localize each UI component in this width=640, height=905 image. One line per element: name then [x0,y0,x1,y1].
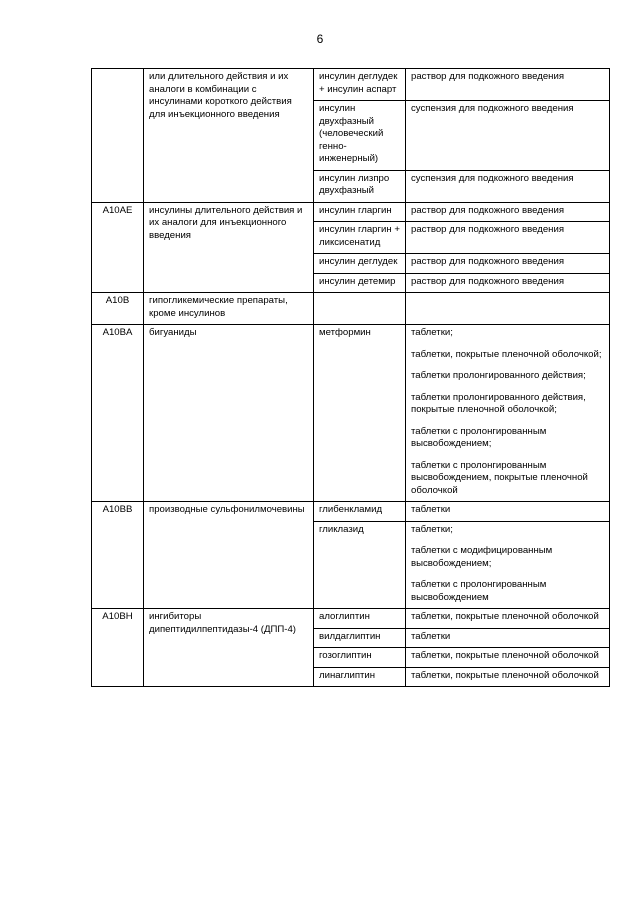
drug-name-cell: алоглиптин [314,609,406,629]
table-row [92,293,610,325]
dosage-form-cell [406,521,610,609]
dosage-form-item: раствор для подкожного введения [411,224,565,235]
dosage-form-cell [406,293,610,325]
dosage-form-item: раствор для подкожного введения [411,275,565,287]
atc-code-cell: A10B [92,293,144,325]
dosage-form-cell [406,325,610,502]
dosage-form-item: раствор для подкожного введения [411,256,565,267]
dosage-form-item: таблетки, покрытые пленочной оболочкой [411,611,599,622]
anatomical-group-cell: бигуаниды [144,325,314,502]
drug-table [91,68,610,687]
dosage-form-cell [406,69,610,101]
dosage-form-item: таблетки; [411,327,453,338]
atc-code-cell [92,69,144,203]
dosage-form-item: суспензия для подкожного введения [411,103,574,114]
drug-name-cell: линаглиптин [314,667,406,687]
drug-name-cell: инсулин деглудек [314,254,406,274]
dosage-form-cell [406,254,610,274]
anatomical-group-cell: инсулины длительного действия и их аналоги для инъекционного введения [144,202,314,293]
anatomical-group-cell: или длительного действия и их аналоги в комбинации с инсулинами короткого действия для инъекционного введения [144,69,314,203]
dosage-form-item: таблетки с модифицированным высвобождением; [411,545,553,569]
drug-name-cell: гликлазид [314,521,406,609]
dosage-form-item: таблетки пролонгированного действия; [411,370,586,381]
anatomical-group-cell: ингибиторы дипептидилпептидазы-4 (ДПП-4) [144,609,314,687]
dosage-form-cell [406,667,610,687]
dosage-form-item: суспензия для подкожного введения [411,172,574,184]
dosage-form-item: таблетки с пролонгированным высвобождением, покрытые пленочной оболочкой [411,459,588,496]
table-row [92,609,610,629]
drug-name-cell: метформин [314,325,406,502]
dosage-form-item: таблетки пролонгированного действия, покрытые пленочной оболочкой; [411,391,586,415]
drug-name-cell: инсулин детемир [314,273,406,293]
dosage-form-item: таблетки [411,504,451,515]
dosage-form-item: таблетки с пролонгированным высвобождением; [411,425,547,449]
table-row [92,325,610,502]
dosage-form-cell [406,202,610,222]
table-body [92,69,610,687]
dosage-form-cell [406,273,610,293]
dosage-form-item: таблетки; [411,523,453,535]
dosage-form-cell [406,628,610,648]
anatomical-group-cell: гипогликемические препараты, кроме инсулинов [144,293,314,325]
drug-name-cell: инсулин лизпро двухфазный [314,170,406,202]
drug-name-cell: гозоглиптин [314,648,406,668]
dosage-form-cell [406,648,610,668]
drug-name-cell: глибенкламид [314,502,406,522]
dosage-form-cell [406,170,610,202]
drug-name-cell: инсулин двухфазный (человеческий генно-инженерный) [314,101,406,171]
drug-name-cell: инсулин гларгин + ликсисенатид [314,222,406,254]
atc-code-cell: A10AE [92,202,144,293]
anatomical-group-cell: производные сульфонилмочевины [144,502,314,609]
dosage-form-item: раствор для подкожного введения [411,204,565,216]
dosage-form-item: таблетки [411,630,451,642]
drug-name-cell: вилдаглиптин [314,628,406,648]
drug-name-cell [314,293,406,325]
dosage-form-cell [406,609,610,629]
table-row [92,202,610,222]
dosage-form-item: таблетки, покрытые пленочной оболочкой; [411,348,602,360]
table-row [92,502,610,522]
atc-code-cell: A10BB [92,502,144,609]
atc-code-cell: A10BH [92,609,144,687]
dosage-form-cell [406,222,610,254]
dosage-form-item: таблетки с пролонгированным высвобождением [411,579,547,603]
dosage-form-item: таблетки, покрытые пленочной оболочкой [411,669,599,681]
dosage-form-item: раствор для подкожного введения [411,71,565,82]
dosage-form-cell [406,101,610,171]
drug-name-cell: инсулин гларгин [314,202,406,222]
dosage-form-cell [406,502,610,522]
page-number: 6 [316,32,324,46]
table-row [92,69,610,101]
atc-code-cell: A10BA [92,325,144,502]
drug-name-cell: инсулин деглудек + инсулин аспарт [314,69,406,101]
dosage-form-item: таблетки, покрытые пленочной оболочкой [411,650,599,661]
